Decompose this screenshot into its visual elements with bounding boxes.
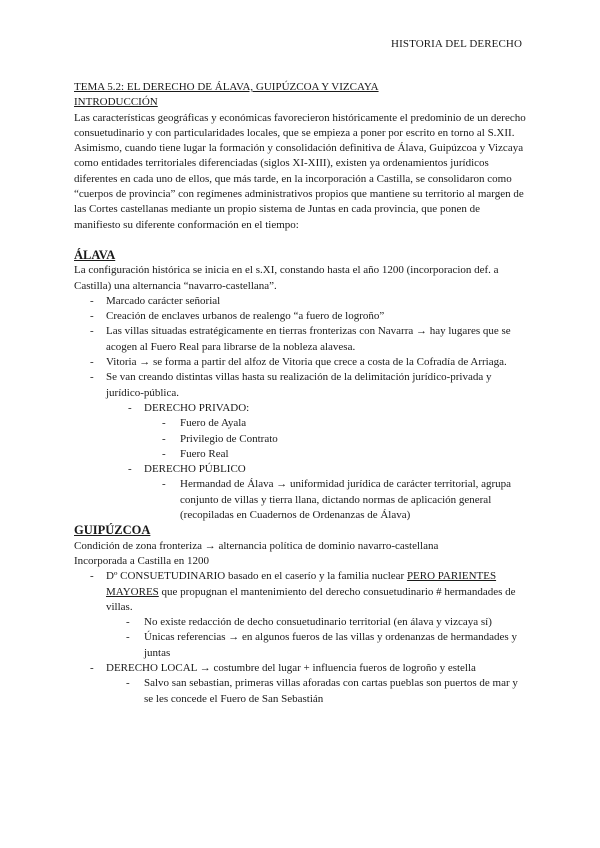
bullet-dash: - [162, 432, 166, 445]
alava-intro: La configuración histórica se inicia en el s.XI, constando hasta el año 1200 (incorporacion def. a Castilla) una alternancia “navarro-castellana”. [74, 264, 499, 292]
bullet-dash: - [128, 401, 132, 414]
privado-label-text: DERECHO PRIVADO: [144, 401, 250, 414]
privado-item [74, 447, 526, 462]
guipuzcoa-bullet [74, 661, 526, 676]
bullet-text: Creación de enclaves urbanos de realengo “a fuero de logroño” [106, 310, 385, 323]
guipuzcoa-line: Condición de zona fronteriza → alternancia política de dominio navarro-castellana [74, 539, 439, 552]
guipuzcoa-bullet [74, 569, 526, 615]
bullet-dash: - [162, 447, 166, 460]
bullet-text: DERECHO LOCAL → costumbre del lugar + influencia fueros de logroño y estella [106, 661, 476, 674]
bullet-dash: - [90, 294, 94, 307]
bullet-dash: - [126, 616, 130, 629]
bullet-dash: - [90, 325, 94, 338]
privado-label [74, 401, 526, 416]
guipuzcoa-subitem [74, 615, 526, 630]
privado-item-text: Fuero Real [180, 447, 229, 460]
document-body [74, 80, 526, 707]
alava-bullet [74, 370, 526, 401]
bullet-text-underlined: PERO PARIENTES MAYORES [106, 570, 497, 598]
guipuzcoa-heading: GUIPÚZCOA [74, 523, 151, 538]
publico-label [74, 462, 526, 477]
bullet-dash: - [90, 310, 94, 323]
document-title: TEMA 5.2: EL DERECHO DE ÁLAVA, GUIPÚZCOA Y VIZCAYA [74, 81, 379, 93]
bullet-text: Marcado carácter señorial [106, 294, 221, 307]
bullet-text-post: que propugnan el mantenimiento del derecho consuetudinario # hermandades de villas. [106, 585, 516, 613]
subitem-text: Salvo san sebastian, primeras villas aforadas con cartas pueblas son puertos de mar y se les concede el Fuero de San Sebastián [144, 677, 518, 705]
publico-label-text: DERECHO PÚBLICO [144, 463, 246, 476]
alava-bullet [74, 309, 526, 324]
privado-item [74, 416, 526, 431]
bullet-text-pre: Dº CONSUETUDINARIO basado en el caserío y la familia nuclear [106, 570, 407, 583]
privado-item [74, 432, 526, 447]
bullet-dash: - [90, 570, 94, 583]
bullet-dash: - [126, 677, 130, 690]
alava-bullet [74, 324, 526, 355]
bullet-text: Se van creando distintas villas hasta su realización de la delimitación jurídico-privada y jurídico-pública. [106, 371, 492, 399]
alava-heading: ÁLAVA [74, 247, 116, 262]
bullet-text: Las villas situadas estratégicamente en tierras fronterizas con Navarra → hay lugares que se acogen al Fuero Real para librarse de la nobleza alavesa. [106, 325, 511, 353]
privado-item-text: Fuero de Ayala [180, 417, 247, 430]
bullet-dash: - [162, 478, 166, 491]
bullet-dash: - [126, 631, 130, 644]
guipuzcoa-line: Incorporada a Castilla en 1200 [74, 554, 210, 567]
alava-bullet [74, 355, 526, 370]
guipuzcoa-subitem [74, 676, 526, 707]
spacer [74, 233, 526, 248]
guipuzcoa-subitem [74, 630, 526, 661]
bullet-dash: - [162, 417, 166, 430]
subitem-text: Únicas referencias → en algunos fueros de las villas y ordenanzas de hermandades y juntas [144, 631, 517, 659]
alava-bullet [74, 294, 526, 309]
bullet-dash: - [90, 371, 94, 384]
intro-heading: INTRODUCCIÓN [74, 96, 158, 109]
intro-paragraph: Las características geográficas y económicas favorecieron históricamente el predominio de un derecho consuetudinario y con particularidades locales, que se empieza a poner por escrito en torno al S.XII. Asimismo, cuando tiene lugar la formación y consolidación definitiva de Álava, Guipúzcoa y Vizcaya como entidades territoriales diferenciadas (siglos XI-XIII), existen ya ordenamientos jurídicos diferentes en cada uno de ellos, que más tarde, en la incorporación a Castilla, se consolidaron como “cuerpos de provincia” con regímenes administrativos propios que mantiene su territorio al margen de las Cortes castellanas mediante un propio sistema de Juntas en cada provincia, que ponen de manifiesto su diferente conformación en el tiempo: [74, 111, 526, 231]
privado-item-text: Privilegio de Contrato [180, 432, 278, 445]
publico-item-text: Hermandad de Álava → uniformidad jurídica de carácter territorial, agrupa conjunto de villas y tierra llana, dictando normas de aplicación general (recopiladas en Cuadernos de Ordenanzas de Álava) [180, 478, 512, 522]
bullet-text: Vitoria → se forma a partir del alfoz de Vitoria que crece a costa de la Cofradía de Arriaga. [106, 356, 507, 369]
running-header: HISTORIA DEL DERECHO [391, 38, 522, 50]
publico-item [74, 477, 526, 523]
bullet-dash: - [90, 661, 94, 674]
bullet-dash: - [128, 463, 132, 476]
bullet-dash: - [90, 356, 94, 369]
subitem-text: No existe redacción de decho consuetudinario territorial (en álava y vizcaya sí) [144, 616, 492, 629]
